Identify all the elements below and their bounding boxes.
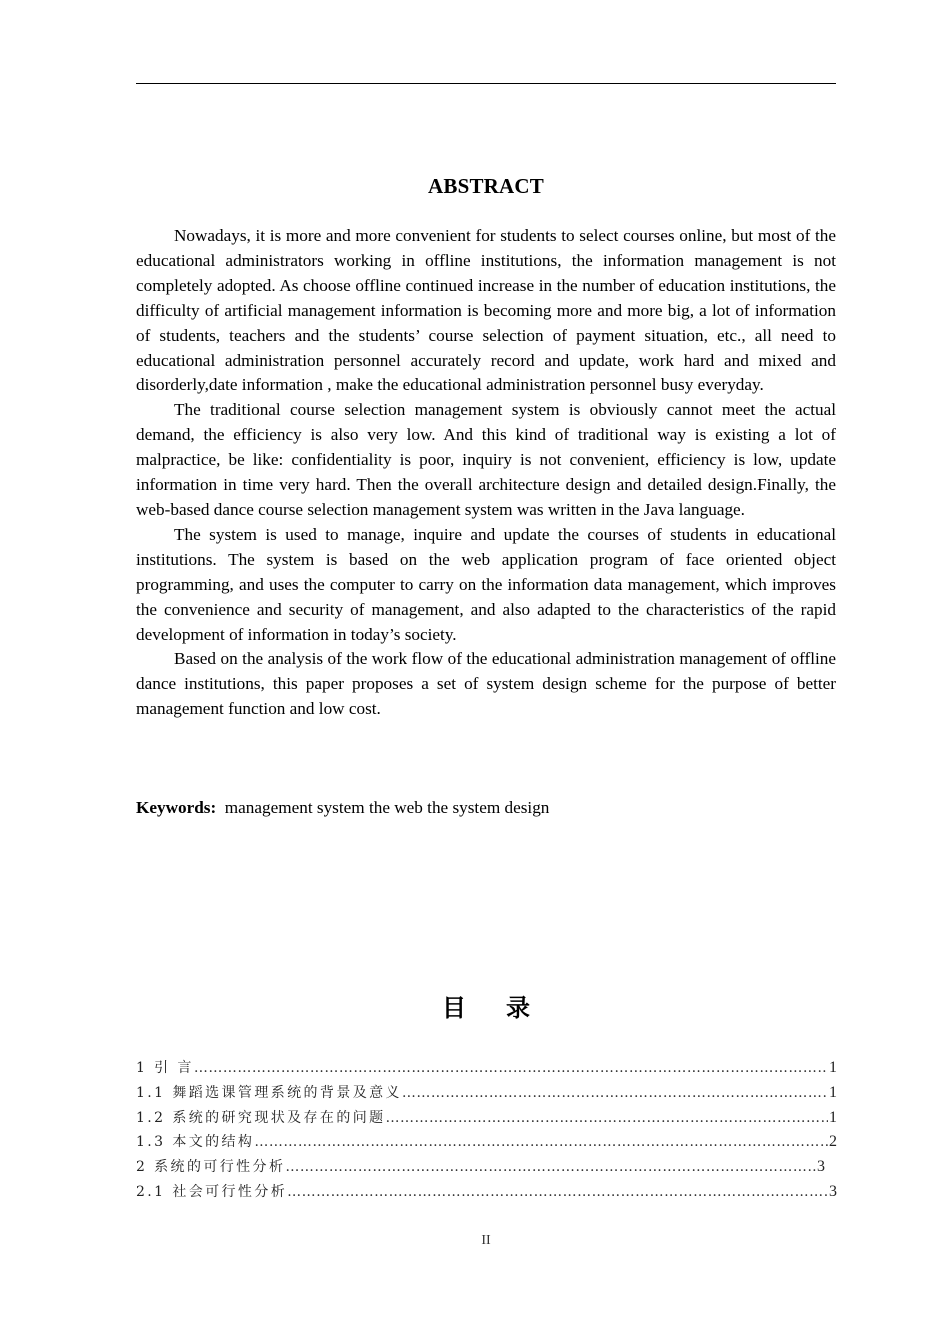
toc-entry-page: 2 [829,1133,837,1151]
toc-title [136,988,836,1023]
header-rule [136,83,836,84]
page-number: II [481,1233,491,1248]
toc-leader-dots [386,1110,828,1126]
toc-entry[interactable] [136,1107,837,1132]
toc-entry-page: 3 [829,1182,837,1200]
toc-entry-label: 2.1 社会可行性分析 [136,1183,288,1200]
toc-entry-label: 1.3 本文的结构 [136,1134,255,1151]
toc-leader-dots [402,1085,828,1101]
toc-entry-label: 2 系统的可行性分析 [136,1159,286,1176]
toc-entry[interactable] [136,1057,837,1082]
toc-entry[interactable] [136,1131,837,1156]
abstract-title: ABSTRACT [428,174,544,198]
table-of-contents [136,1057,837,1206]
toc-entry-page: 1 [829,1083,837,1101]
abstract-paragraph: The traditional course selection management system is obviously cannot meet the actual demand, the efficiency is also very low. And this kind of traditional way is existing a lot of malpractice, be like: confidentiality is poor, inquiry is not convenient, efficiency is low, update information in time very hard. Then the overall architecture design and detailed design.Finally, the web-based dance course selection management system was written in the Java language. [136,400,836,519]
toc-entry[interactable] [136,1156,837,1181]
toc-title-char: 录 [506,994,530,1022]
toc-leader-dots [287,1184,828,1200]
toc-entry-label: 1.2 系统的研究现状及存在的问题 [136,1109,386,1126]
toc-entry-label: 1.1 舞蹈选课管理系统的背景及意义 [136,1084,402,1101]
toc-entry-page: 1 [829,1108,837,1126]
keywords-label: Keywords: [136,798,217,817]
toc-entry[interactable] [136,1082,837,1107]
keywords-line [136,796,836,821]
toc-leader-dots [285,1159,816,1175]
abstract-paragraph: Nowadays, it is more and more convenient for students to select courses online, but most of the educational administrators working in offline institutions, the information management is not completely adopted. As choose offline continued increase in the number of education institutions, the difficulty of artificial management information is becoming more and more big, a lot of information of students, teachers and the students’ course selection of payment situation, etc., all need to educational administration personnel accurately record and update, work hard and mixed and disorderly,date information , make the educational administration personnel busy everyday. [136,226,836,395]
keywords-value: management system the web the system design [224,798,550,817]
toc-leader-dots [254,1134,828,1150]
toc-entry-page: 3 [817,1158,825,1176]
abstract-paragraph: Based on the analysis of the work flow of the educational administration management of offline dance institutions, this paper proposes a set of system design scheme for the purpose of better management function and low cost. [136,649,836,719]
abstract-paragraph: The system is used to manage, inquire and update the courses of students in educational institutions. The system is based on the web application program of face oriented object programming, and uses the computer to carry on the information data management, which improves the convenience and security of management, and also adapted to the characteristics of the rapid development of information in today’s society. [136,524,836,644]
toc-entry-page: 1 [829,1059,837,1076]
toc-title-char: 目 [442,994,466,1022]
toc-entry-label: 1 引 言 [136,1060,194,1076]
toc-leader-dots [194,1060,828,1076]
abstract-body [136,224,836,722]
toc-entry[interactable] [136,1181,837,1206]
